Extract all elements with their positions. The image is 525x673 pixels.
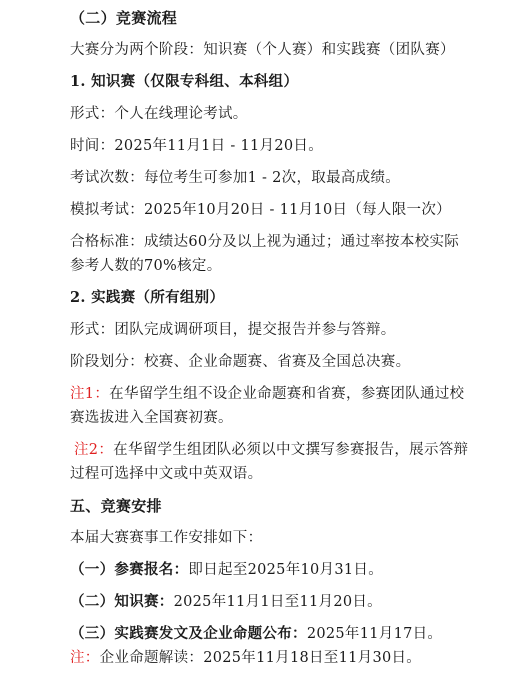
- knowledge-form: 形式：个人在线理论考试。: [70, 106, 248, 122]
- note2-label: 注2：: [74, 442, 114, 458]
- schedule-item: [0, 624, 525, 644]
- flow-intro: 大赛分为两个阶段：知识赛（个人赛）和实践赛（团队赛）: [70, 42, 455, 58]
- note1-label: 注1：: [70, 386, 110, 402]
- knowledge-mock: 模拟考试：2025年10月20日 - 11月10日（每人限一次）: [70, 202, 451, 218]
- practice-heading: 2. 实践赛（所有组别）: [70, 289, 225, 306]
- schedule-note-label: 注：: [70, 650, 100, 666]
- knowledge-time: 时间：2025年11月1日 - 11月20日。: [70, 138, 323, 154]
- schedule-item-text: 2025年11月1日至11月20日。: [173, 594, 382, 610]
- practice-note1-line2: 赛选拔进入全国赛初赛。: [70, 410, 233, 426]
- schedule-item-label: （三）实践赛发文及企业命题公布：: [70, 625, 307, 642]
- section-heading-flow: （二）竞赛流程: [70, 9, 178, 27]
- knowledge-attempts: 考试次数：每位考生可参加1 - 2次，取最高成绩。: [70, 170, 401, 186]
- practice-note1-line1: [0, 384, 525, 404]
- note1-text-line1: 在华留学生组不设企业命题赛和省赛，参赛团队通过校: [109, 386, 465, 402]
- schedule-note: [0, 648, 525, 668]
- schedule-item-label: （二）知识赛：: [70, 593, 174, 610]
- schedule-item-text: 2025年11月17日。: [306, 626, 443, 642]
- schedule-intro: 本届大赛赛事工作安排如下：: [70, 530, 263, 546]
- practice-form: 形式：团队完成调研项目，提交报告并参与答辩。: [70, 322, 396, 338]
- schedule-item: [0, 592, 525, 612]
- schedule-item-text: 即日起至2025年10月31日。: [188, 562, 384, 578]
- practice-stages: 阶段划分：校赛、企业命题赛、省赛及全国总决赛。: [70, 354, 411, 370]
- practice-note2-line2: 过程可选择中文或中英双语。: [70, 466, 263, 482]
- schedule-note-text: 企业命题解读：2025年11月18日至11月30日。: [99, 650, 422, 666]
- schedule-item: [0, 560, 525, 580]
- section-heading-schedule: 五、竞赛安排: [70, 497, 162, 515]
- note2-text-line1: 在华留学生组团队必须以中文撰写参赛报告，展示答辩: [113, 442, 469, 458]
- practice-note2-line1: [0, 440, 525, 460]
- knowledge-standard-line1: 合格标准：成绩达60分及以上视为通过；通过率按本校实际: [70, 234, 460, 250]
- knowledge-heading: 1. 知识赛（仅限专科组、本科组）: [70, 73, 299, 90]
- knowledge-standard-line2: 参考人数的70%核定。: [70, 258, 222, 274]
- schedule-item-label: （一）参赛报名：: [70, 561, 189, 578]
